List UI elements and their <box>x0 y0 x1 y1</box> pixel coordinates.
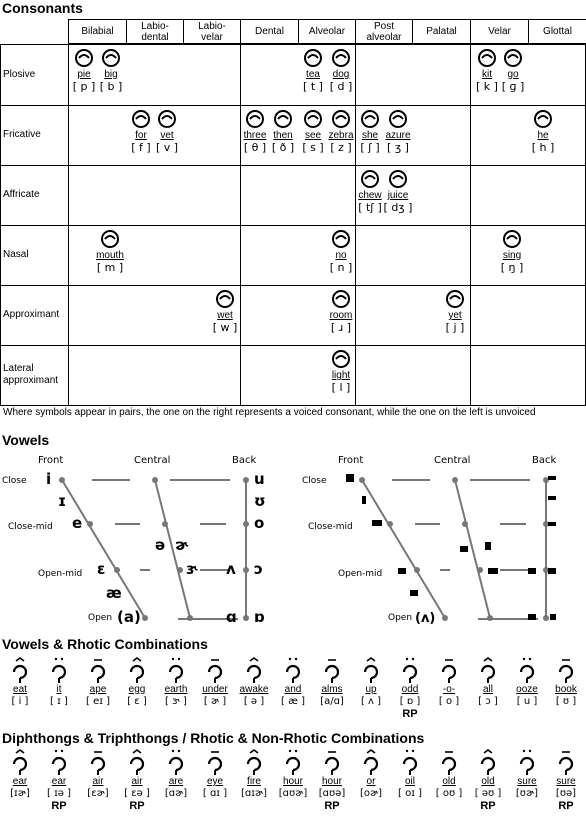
vowel-glyph-icon <box>546 748 586 776</box>
table-line <box>240 345 241 405</box>
ipa-transcription: [a/ɑ] <box>320 696 344 707</box>
table-line <box>68 345 69 405</box>
consonant-cell-ng <box>496 228 528 274</box>
consonant-ipa: [ l ] <box>331 381 351 394</box>
vowel-mark-icon <box>488 568 498 574</box>
consonant-symbol-icon <box>325 288 357 308</box>
consonant-example-word: she <box>361 130 379 141</box>
vowel-glyph-icon <box>0 748 40 776</box>
diphthong_items-item <box>507 748 547 800</box>
table-line <box>240 165 241 225</box>
example-word: sure <box>556 776 576 787</box>
example-word: book <box>555 684 577 695</box>
ipa-transcription: [ ɑɪ ] <box>202 788 228 799</box>
consonant-symbol-icon <box>95 47 127 67</box>
consonant-ipa: [ dʒ ] <box>383 201 413 214</box>
example-word: ear <box>51 776 67 787</box>
example-word: -o- <box>442 684 456 695</box>
consonant-symbol-icon <box>94 228 126 248</box>
ipa-transcription: [ əʊ ] <box>474 788 502 799</box>
vowel-glyph-icon <box>546 656 586 684</box>
diphthong-heading: Diphthongs & Triphthongs / Rhotic & Non-Rhotic Combinations <box>2 730 425 746</box>
vowel-mark-icon <box>362 496 366 504</box>
vowel-glyph-icon <box>195 656 235 684</box>
table-line <box>240 225 241 285</box>
rhotic_items-item <box>156 656 196 708</box>
consonant-ipa: [ t ] <box>303 80 323 93</box>
consonant-example-word: vet <box>160 130 174 141</box>
table-line <box>0 165 586 166</box>
vowel-symbol: ʌ <box>226 560 236 578</box>
rhotic_items-item <box>546 656 586 708</box>
vowel-symbol: e <box>72 514 83 532</box>
consonant-cell-j <box>382 168 414 214</box>
consonant-example-word: sing <box>502 250 522 261</box>
diphthong_items-item <box>195 748 235 800</box>
vowel-glyph-icon <box>117 656 157 684</box>
consonant-cell-y <box>439 288 471 334</box>
vowel-symbol: o <box>254 514 265 532</box>
diphthong_items-item <box>312 748 352 812</box>
vowel-glyph-icon <box>429 656 469 684</box>
consonant-ipa: [ tʃ ] <box>358 201 382 214</box>
vowel-symbol: ɪ <box>58 492 67 510</box>
consonant-example-word: room <box>329 310 353 321</box>
consonant-example-word: then <box>273 130 293 141</box>
vowel-glyph-icon <box>273 656 313 684</box>
diphthong_items-item <box>390 748 430 800</box>
open-label: Open <box>388 613 413 623</box>
ipa-transcription: [ɑɪɚ] <box>240 788 268 799</box>
vowel-mark-icon <box>372 520 382 526</box>
table-line <box>0 225 586 226</box>
table-line <box>0 405 586 406</box>
vowel-mark-icon <box>528 568 536 574</box>
ipa-transcription: [ oʊ ] <box>435 788 463 799</box>
table-line <box>470 225 471 285</box>
vowel-mark-icon <box>548 476 556 480</box>
consonant-ipa: [ z ] <box>330 141 352 154</box>
ipa-transcription: [ɪɚ] <box>10 788 30 799</box>
consonant-cell-r <box>325 288 357 334</box>
vowel-symbol: i <box>46 470 52 488</box>
ipa-transcription: [ u ] <box>516 696 538 707</box>
table-line <box>0 44 1 405</box>
example-word: sure <box>517 776 537 787</box>
consonant-ipa: [ v ] <box>155 141 179 154</box>
col-header-4: Alveolar <box>298 19 356 44</box>
rhotic_items-item <box>429 656 469 708</box>
diphthong_items-item <box>39 748 79 812</box>
vowel-glyph-icon <box>312 748 352 776</box>
example-word: ooze <box>516 684 538 695</box>
consonant-ipa: [ ɹ ] <box>330 321 352 334</box>
rhotic_items-item <box>351 656 391 708</box>
vowel-chart <box>0 450 586 640</box>
vowel-symbol: ɒ <box>254 608 265 626</box>
consonant-ipa: [ ŋ ] <box>500 261 524 274</box>
vowel-mark-icon <box>548 568 556 574</box>
vowel-mark-icon <box>460 546 468 552</box>
consonant-ipa: [ b ] <box>99 80 123 93</box>
example-word: eye <box>206 776 224 787</box>
table-line <box>0 105 586 106</box>
ipa-transcription: [ ʌ ] <box>360 696 382 707</box>
consonant-example-word: big <box>104 69 118 80</box>
table-line <box>68 105 69 165</box>
consonant-ipa: [ h ] <box>531 141 555 154</box>
consonant-symbol-icon <box>267 108 299 128</box>
example-word: ape <box>89 684 107 695</box>
example-word: it <box>56 684 62 695</box>
diphthong_items-item <box>273 748 313 800</box>
consonant-example-word: three <box>243 130 267 141</box>
col-header-5: Post alveolar <box>355 19 413 44</box>
vowel-glyph-icon <box>78 748 118 776</box>
consonant-example-word: light <box>331 370 351 381</box>
vowel-glyph-icon <box>507 656 547 684</box>
vowel-mark-icon <box>550 614 556 620</box>
vowel-glyph-icon <box>39 656 79 684</box>
open-label: Open <box>88 613 113 623</box>
vowel-symbol: ɝ <box>186 560 199 578</box>
vowel-glyph-icon <box>78 656 118 684</box>
rhotic-heading: Vowels & Rhotic Combinations <box>2 636 208 652</box>
example-word: earth <box>164 684 188 695</box>
vowel-glyph-icon <box>507 748 547 776</box>
vowel-symbol: u <box>254 470 265 488</box>
consonant-ipa: [ ð ] <box>271 141 295 154</box>
close-mid-label: Close-mid <box>8 522 53 532</box>
consonant-symbol-icon <box>209 288 241 308</box>
consonant-example-word: tea <box>306 69 320 80</box>
example-word: awake <box>239 684 269 695</box>
ipa-transcription: [ ɛ ] <box>127 696 147 707</box>
consonant-cell-l <box>325 348 357 394</box>
col-header-3: Dental <box>240 19 299 44</box>
consonant-cell-b <box>95 47 127 93</box>
table-line <box>470 105 471 165</box>
vowel-glyph-icon <box>390 656 430 684</box>
ipa-transcription: [ ɝ ] <box>165 696 187 707</box>
consonant-symbol-icon <box>325 47 357 67</box>
ipa-transcription: [ ɛə ] <box>124 788 150 799</box>
rhotic_items-item <box>468 656 508 708</box>
example-word: are <box>168 776 184 787</box>
row-label-1: Fricative <box>3 129 41 140</box>
diphthong_items-item <box>234 748 274 800</box>
ipa-transcription: [ʊɚ] <box>515 788 539 799</box>
vowel-glyph-icon <box>117 748 157 776</box>
vowel-glyph-icon <box>0 656 40 684</box>
consonant-example-word: azure <box>385 130 411 141</box>
ipa-transcription: [ ɚ ] <box>203 696 227 707</box>
diphthong_items-item <box>546 748 586 812</box>
rhotic_items-item <box>234 656 274 708</box>
consonant-ipa: [ m ] <box>96 261 124 274</box>
ipa-transcription: [ i ] <box>11 696 29 707</box>
vowel-glyph-icon <box>351 748 391 776</box>
consonant-cell-zh <box>382 108 414 154</box>
table-line <box>68 285 69 345</box>
rhotic_items-item <box>117 656 157 708</box>
ipa-transcription: [ o ] <box>438 696 460 707</box>
example-word: up <box>365 684 377 695</box>
consonant-symbol-icon <box>325 228 357 248</box>
diphthong_items-item <box>468 748 508 812</box>
consonant-cell-w <box>209 288 241 334</box>
col-header-6: Palatal <box>412 19 471 44</box>
ipa-transcription: [ɑʊɚ] <box>278 788 308 799</box>
example-word: ear <box>12 776 28 787</box>
front-label: Front <box>338 455 364 466</box>
vowel-symbol: ɚ <box>175 536 189 554</box>
vowel-mark-icon <box>410 590 418 596</box>
consonant-symbol-icon <box>325 348 357 368</box>
vowel-symbol: ɔ <box>254 560 263 578</box>
diphthong_items-item <box>0 748 40 800</box>
consonant-cell-d <box>325 47 357 93</box>
vowel-symbol: ɛ <box>97 560 106 578</box>
front-label: Front <box>38 455 64 466</box>
vowel-mark-icon <box>398 568 406 574</box>
table-line <box>470 165 471 225</box>
consonant-ipa: [ d ] <box>329 80 353 93</box>
ipa-transcription: [ ɔ ] <box>478 696 498 707</box>
consonant-symbol-icon <box>325 108 357 128</box>
rhotic_items-item <box>507 656 547 708</box>
row-label-2: Affricate <box>3 189 40 200</box>
vowel-glyph-icon <box>195 748 235 776</box>
rhotic_items-item <box>195 656 235 708</box>
example-word: and <box>284 684 302 695</box>
diphthong_items-item <box>351 748 391 800</box>
consonant-example-word: chew <box>358 190 382 201</box>
ipa-transcription: [ æ ] <box>281 696 305 707</box>
vowel-symbol: (ʌ) <box>415 611 436 626</box>
ipa-transcription: [ɑɚ] <box>164 788 188 799</box>
ipa-transcription: [ɑʊə] <box>318 788 346 799</box>
consonant-example-word: go <box>507 69 519 80</box>
open-mid-label: Open-mid <box>338 569 383 579</box>
col-header-2: Labio- velar <box>183 19 241 44</box>
central-label: Central <box>434 455 471 466</box>
vowel-symbol: ʊ <box>254 492 266 510</box>
rhotic_items-item <box>273 656 313 708</box>
ipa-transcription: [oɚ] <box>359 788 383 799</box>
ipa-transcription: [ oɪ ] <box>398 788 422 799</box>
consonant-example-word: pie <box>77 69 91 80</box>
vowel-symbol: ɑ <box>226 608 237 626</box>
consonant-ipa: [ ʒ ] <box>387 141 409 154</box>
consonant-cell-z <box>325 108 357 154</box>
example-word: hour <box>282 776 303 787</box>
vowel-mark-icon <box>528 614 536 620</box>
consonant-cell-h <box>527 108 559 154</box>
consonant-symbol-icon <box>439 288 471 308</box>
vowel-glyph-icon <box>156 748 196 776</box>
vowel-glyph-icon <box>234 656 274 684</box>
ipa-transcription: [ ɪə ] <box>46 788 72 799</box>
vowel-glyph-icon <box>39 748 79 776</box>
consonant-example-word: yet <box>448 310 462 321</box>
vowel-mark-icon <box>485 542 491 550</box>
consonants-heading: Consonants <box>2 0 83 16</box>
col-header-1: Labio- dental <box>126 19 184 44</box>
consonant-example-word: no <box>335 250 347 261</box>
back-label: Back <box>232 455 257 466</box>
example-word: egg <box>128 684 146 695</box>
vowel-symbol: ə <box>155 536 166 554</box>
consonant-example-word: see <box>304 130 322 141</box>
consonant-example-word: wet <box>217 310 233 321</box>
vowel-mark-icon <box>548 522 556 526</box>
consonant-cell-n <box>325 228 357 274</box>
rhotic_items-item <box>390 656 430 720</box>
consonant-symbol-icon <box>497 47 529 67</box>
rhotic_items-item <box>0 656 40 708</box>
example-word: odd <box>401 684 419 695</box>
ipa-transcription: [ eɪ ] <box>85 696 111 707</box>
central-label: Central <box>134 455 171 466</box>
vowels-heading: Vowels <box>2 432 50 448</box>
vowel-glyph-icon <box>468 656 508 684</box>
example-word: air <box>92 776 104 787</box>
vowel-glyph-icon <box>273 748 313 776</box>
consonant-cell-th2 <box>267 108 299 154</box>
example-word: fire <box>247 776 261 787</box>
consonant-symbol-icon <box>496 228 528 248</box>
consonant-example-word: kit <box>482 69 492 80</box>
close-mid-label: Close-mid <box>308 522 353 532</box>
consonant-symbol-icon <box>527 108 559 128</box>
vowel-glyph-icon <box>351 656 391 684</box>
col-header-8: Glottal <box>528 19 586 44</box>
ipa-transcription: [ ɪ ] <box>50 696 68 707</box>
close-label: Close <box>302 476 327 486</box>
example-word: oil <box>404 776 415 787</box>
ipa-transcription: [ ɒ ] <box>399 696 421 707</box>
consonant-ipa: [ w ] <box>212 321 238 334</box>
vowel-glyph-icon <box>156 656 196 684</box>
consonant-cell-v <box>151 108 183 154</box>
open-mid-label: Open-mid <box>38 569 83 579</box>
consonant-ipa: [ ʃ ] <box>360 141 380 154</box>
consonant-note: Where symbols appear in pairs, the one on the right represents a voiced consonant, while the one on the left is unvoiced <box>3 407 536 418</box>
ipa-transcription: [ ə ] <box>243 696 265 707</box>
vowel-glyph-icon <box>429 748 469 776</box>
diphthong_items-item <box>156 748 196 800</box>
consonant-symbol-icon <box>382 108 414 128</box>
vowel-symbol: (a) <box>117 608 141 626</box>
rp-label: RP <box>129 800 145 812</box>
consonant-ipa: [ j ] <box>445 321 465 334</box>
diphthong_items-item <box>117 748 157 812</box>
rp-label: RP <box>402 708 418 720</box>
example-word: under <box>202 684 228 695</box>
row-label-4: Approximant <box>3 309 60 320</box>
rp-label: RP <box>324 800 340 812</box>
consonant-ipa: [ f ] <box>131 141 151 154</box>
consonant-cell-g <box>497 47 529 93</box>
consonant-example-word: juice <box>387 190 409 201</box>
consonant-ipa: [ p ] <box>72 80 96 93</box>
close-label: Close <box>2 476 27 486</box>
rhotic_items-item <box>78 656 118 708</box>
vowel-mark-icon <box>346 474 354 482</box>
example-word: hour <box>321 776 342 787</box>
row-label-0: Plosive <box>3 68 36 80</box>
table-line <box>0 345 586 346</box>
table-line <box>68 165 69 225</box>
table-line <box>240 44 241 105</box>
consonant-example-word: zebra <box>328 130 354 141</box>
rp-label: RP <box>480 800 496 812</box>
example-word: old <box>442 776 456 787</box>
example-word: alms <box>321 684 343 695</box>
consonant-ipa: [ s ] <box>302 141 324 154</box>
consonant-example-word: mouth <box>96 250 124 261</box>
rhotic_items-item <box>312 656 352 708</box>
rhotic_items-item <box>39 656 79 708</box>
back-label: Back <box>532 455 557 466</box>
table-line <box>0 44 586 45</box>
col-header-0: Bilabial <box>68 19 127 44</box>
example-word: or <box>366 776 376 787</box>
diphthong_items-item <box>78 748 118 800</box>
table-line <box>0 285 586 286</box>
col-header-7: Velar <box>470 19 529 44</box>
example-word: air <box>131 776 143 787</box>
consonant-example-word: dog <box>332 69 350 80</box>
table-line <box>68 225 69 285</box>
consonant-ipa: [ θ ] <box>243 141 267 154</box>
rp-label: RP <box>51 800 67 812</box>
row-label-3: Nasal <box>3 249 29 260</box>
consonant-symbol-icon <box>382 168 414 188</box>
consonant-ipa: [ ɡ ] <box>501 80 525 93</box>
consonant-example-word: he <box>537 130 549 141</box>
consonant-ipa: [ k ] <box>476 80 498 93</box>
vowel-glyph-icon <box>234 748 274 776</box>
row-label-5: Lateral approximant <box>3 363 59 386</box>
vowel-symbol: æ <box>106 584 122 602</box>
vowel-glyph-icon <box>468 748 508 776</box>
vowel-glyph-icon <box>312 656 352 684</box>
table-line <box>470 345 471 405</box>
example-word: eat <box>13 684 27 695</box>
consonant-cell-m <box>94 228 126 274</box>
diphthong_items-item <box>429 748 469 800</box>
consonant-ipa: [ n ] <box>329 261 353 274</box>
ipa-transcription: [ʊə] <box>555 788 577 799</box>
consonant-symbol-icon <box>151 108 183 128</box>
rp-label: RP <box>558 800 574 812</box>
consonant-example-word: for <box>135 130 147 141</box>
vowel-glyph-icon <box>390 748 430 776</box>
vowel-mark-icon <box>548 496 556 500</box>
ipa-transcription: [ɛɚ] <box>87 788 109 799</box>
example-word: old <box>481 776 495 787</box>
ipa-transcription: [ ʊ ] <box>555 696 577 707</box>
example-word: all <box>482 684 493 695</box>
